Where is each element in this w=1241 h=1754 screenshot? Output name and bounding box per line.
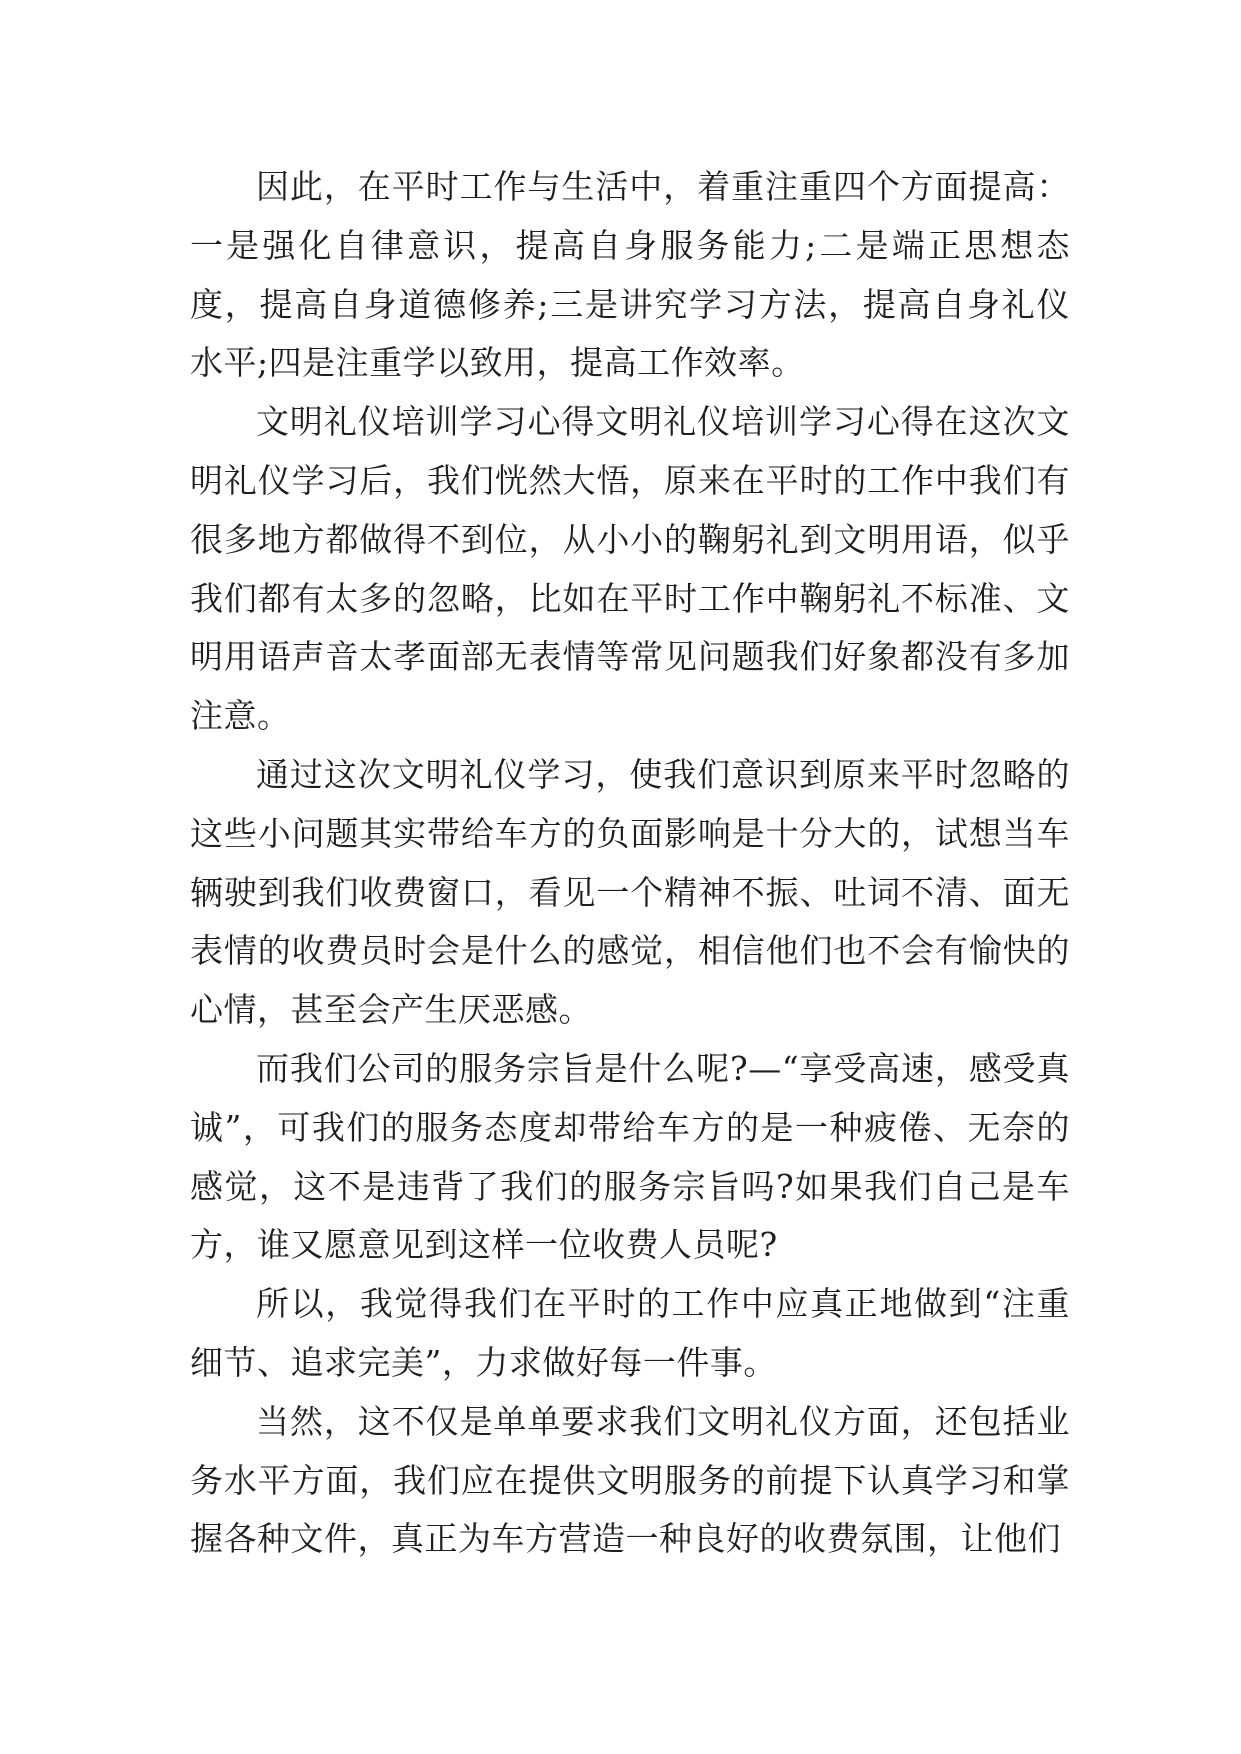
document-body	[190, 158, 1070, 1569]
paragraph-5: 所以，我觉得我们在平时的工作中应真正地做到“注重细节、追求完美”，力求做好每一件事。	[190, 1284, 1070, 1382]
paragraph-6: 当然，这不仅是单单要求我们文明礼仪方面，还包括业务水平方面，我们应在提供文明服务的前提下认真学习和掌握各种文件，真正为车方营造一种良好的收费氛围，让他们	[190, 1401, 1070, 1559]
paragraph-3: 通过这次文明礼仪学习，使我们意识到原来平时忽略的这些小问题其实带给车方的负面影响是十分大的，试想当车辆驶到我们收费窗口，看见一个精神不振、吐词不清、面无表情的收费员时会是什么的感觉，相信他们也不会有愉快的心情，甚至会产生厌恶感。	[190, 754, 1070, 1030]
paragraph-1: 因此，在平时工作与生活中，着重注重四个方面提高：一是强化自律意识，提高自身服务能力;二是端正思想态度，提高自身道德修养;三是讲究学习方法，提高自身礼仪水平;四是注重学以致用，提高工作效率。	[190, 167, 1070, 383]
paragraph-2: 文明礼仪培训学习心得文明礼仪培训学习心得在这次文明礼仪学习后，我们恍然大悟，原来在平时的工作中我们有很多地方都做得不到位，从小小的鞠躬礼到文明用语，似乎我们都有太多的忽略，比如在平时工作中鞠躬礼不标准、文明用语声音太孝面部无表情等常见问题我们好象都没有多加注意。	[190, 402, 1070, 736]
paragraph-4: 而我们公司的服务宗旨是什么呢?—“享受高速，感受真诚”，可我们的服务态度却带给车方的是一种疲倦、无奈的感觉，这不是违背了我们的服务宗旨吗?如果我们自己是车方，谁又愿意见到这样一位收费人员呢?	[190, 1048, 1070, 1265]
